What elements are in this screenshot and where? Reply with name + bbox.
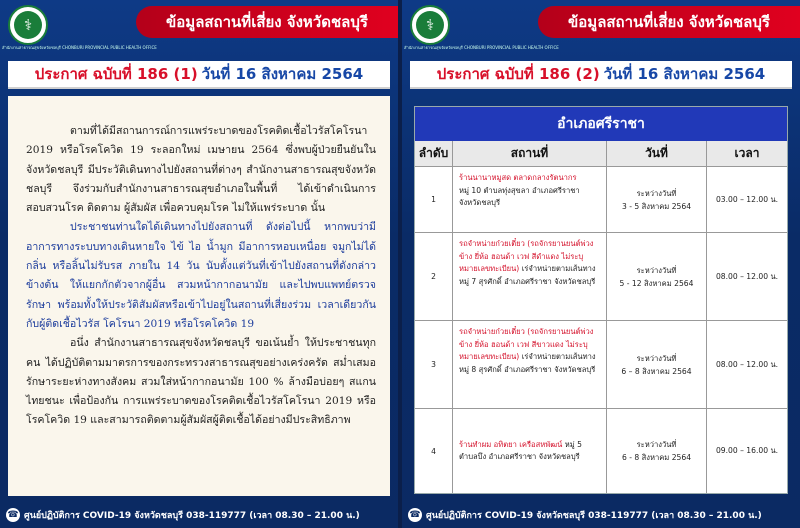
row-place (453, 167, 607, 232)
table-row (415, 233, 787, 321)
row-time: 08.00 – 12.00 น. (715, 271, 779, 281)
place-detail: หมู่ 10 ตำบลทุ่งสุขลา อำเภอศรีราชา จังหวัดชลบุรี (459, 185, 580, 207)
title-banner (136, 6, 398, 38)
phone-icon: ☎ (7, 510, 19, 520)
row-time: 03.00 – 12.00 น. (715, 194, 779, 204)
col-header-date: วันที่ (607, 141, 707, 166)
paragraph-3: อนึ่ง สำนักงานสาธารณสุขจังหวัดชลบุรี ขอเน้นย้ำ ให้ประชาชนทุกคน ได้ปฏิบัติตามมาตรการของกระทรวงสาธารณสุขอย่างเคร่งครัด สม่ำเสมอ รักษาระยะห่างทางสังคม สวมใส่หน้ากากอนามัย 100 % ล้างมือบ่อยๆ สแกนไทยชนะ เพื่อป้องกัน การแพร่ระบาดของโรคติดเชื้อไวรัสโคโรนา 2019 หรือโรคโควิด 19 และสามารถติดตามผู้สัมผัสผู้ติดเชื้อได้อย่างมีประสิทธิภาพ (26, 337, 376, 427)
announcement-date: วันที่ 16 สิงหาคม 2564 (603, 65, 766, 83)
announcement-document (8, 96, 390, 496)
caduceus-icon: ⚕ (14, 11, 42, 39)
left-header (0, 0, 398, 48)
risk-locations-table (414, 106, 788, 494)
place-detail: หมู่ 5 ตำบลบึง อำเภอศรีราชา จังหวัดชลบุรี (459, 439, 582, 461)
place-name: ร้านทำผม อทิตยา เครือสหพัฒน์ (459, 439, 563, 449)
right-header (402, 0, 800, 48)
right-footer (402, 502, 800, 528)
district-title: อำเภอศรีราชา (415, 107, 787, 141)
table-row (415, 409, 787, 493)
footer-hotline: ศูนย์ปฏิบัติการ COVID-19 จังหวัดชลบุรี 038-119777 (เวลา 08.30 – 21.00 น.) (426, 511, 762, 521)
place-detail: เร่จำหน่ายตามเส้นทาง หมู่ 7 สุรศักดิ์ อำเภอศรีราชา จังหวัดชลบุรี (459, 264, 596, 286)
date-label: ระหว่างวันที่ (636, 265, 677, 275)
col-header-no: ลำดับ (415, 141, 453, 166)
page-title: ข้อมูลสถานที่เสี่ยง จังหวัดชลบุรี (568, 13, 770, 31)
date-label: ระหว่างวันที่ (636, 188, 677, 198)
row-time: 09.00 – 16.00 น. (715, 446, 779, 455)
place-name: ร้านนานาหมูสด ตลาดกลางรัตนากร (459, 173, 577, 182)
paragraph-1: ตามที่ได้มีสถานการณ์การแพร่ระบาดของโรคติดเชื้อไวรัสโคโรนา 2019 หรือโรคโควิด 19 ระลอกใหม่ เมษายน 2564 ซึ่งพบผู้ป่วยยืนยันในจังหวัดชลบุรี มีประวัติเดินทางไปยังสถานที่ต่างๆ สำนักงานสาธารณสุขจังหวัดชลบุรี จึงร่วมกับสำนักงานสาธารณสุขอำเภอในพื้นที่ ได้เข้าดำเนินการสอบสวนโรค ติดตาม ผู้สัมผัส เพื่อควบคุมโรค ไม่ให้แพร่ระบาด นั้น (26, 125, 376, 215)
right-panel (402, 0, 800, 528)
row-place (453, 233, 607, 320)
announcement-number: ประกาศ ฉบับที่ 186 (1) (34, 65, 198, 83)
col-header-time: เวลา (734, 146, 760, 160)
col-header-place: สถานที่ (453, 141, 607, 166)
row-place (453, 321, 607, 408)
table-row (415, 321, 787, 409)
row-date (607, 321, 707, 408)
row-no: 2 (415, 233, 453, 320)
announcement-bar (410, 61, 792, 89)
caduceus-icon: ⚕ (416, 11, 444, 39)
announcement-date: วันที่ 16 สิงหาคม 2564 (201, 65, 364, 83)
row-no: 4 (415, 409, 453, 493)
page-title: ข้อมูลสถานที่เสี่ยง จังหวัดชลบุรี (166, 13, 368, 31)
row-no: 1 (415, 167, 453, 232)
place-name: รถจำหน่ายก๋วยเตี๋ยว (รถจักรยานยนต์พ่วงข้าง ยี่ห้อ ฮอนด้า เวฟ สีขาวแดง ไม่ระบุหมายเลขทะเบียน) (459, 327, 594, 361)
row-date (607, 167, 707, 232)
row-no: 3 (415, 321, 453, 408)
health-office-logo (410, 5, 450, 45)
footer-hotline: ศูนย์ปฏิบัติการ COVID-19 จังหวัดชลบุรี 038-119777 (เวลา 08.30 – 21.00 น.) (24, 511, 360, 521)
row-date (607, 233, 707, 320)
place-detail: เร่จำหน่ายตามเส้นทาง หมู่ 8 สุรศักดิ์ อำเภอศรีราชา จังหวัดชลบุรี (459, 352, 596, 374)
date-value: 3 - 5 สิงหาคม 2564 (621, 201, 692, 211)
org-name: สำนักงานสาธารณสุขจังหวัดชลบุรี CHONBURI PROVINCIAL PUBLIC HEALTH OFFICE (2, 45, 157, 50)
table-row (415, 167, 787, 233)
row-time: 08.00 – 12.00 น. (715, 359, 779, 369)
row-date (607, 409, 707, 493)
paragraph-2: ประชาชนท่านใดได้เดินทางไปยังสถานที่ ดังต่อไปนี้ หากพบว่ามีอาการทางระบบทางเดินหายใจ ไข้ ไอ น้ำมูก มีอาการหอบเหนื่อย จมูกไม่ได้กลิ่น หรือลิ้นไม่รับรส ภายใน 14 วัน นับตั้งแต่วันที่เข้าไปยังสถานที่ดังกล่าวข้างต้น ให้แยกกักตัวจากผู้อื่น สวมหน้ากากอนามัย และไปพบแพทย์ตรวจรักษา พร้อมทั้งให้ประวัติสัมผัสหรือเข้าไปอยู่ในสถานที่เสี่ยงร่วม เวลาเดียวกันกับผู้ติดเชื้อไวรัส โคโรนา 2019 หรือโรคโควิด 19 (26, 221, 376, 330)
announcement-number: ประกาศ ฉบับที่ 186 (2) (436, 65, 600, 83)
date-value: 6 - 8 สิงหาคม 2564 (621, 453, 692, 462)
left-panel (0, 0, 398, 528)
date-label: ระหว่างวันที่ (636, 440, 677, 449)
health-office-logo (8, 5, 48, 45)
place-name: รถจำหน่ายก๋วยเตี๋ยว (รถจักรยานยนต์พ่วงข้าง ยี่ห้อ ฮอนด้า เวฟ สีดำแดง ไม่ระบุหมายเลขทะเบียน) (459, 239, 594, 273)
date-value: 6 – 8 สิงหาคม 2564 (621, 366, 692, 376)
title-banner (538, 6, 800, 38)
date-label: ระหว่างวันที่ (636, 353, 677, 363)
date-value: 5 - 12 สิงหาคม 2564 (619, 278, 694, 288)
announcement-bar (8, 61, 390, 89)
table-header (415, 141, 787, 167)
row-place (453, 409, 607, 493)
left-footer (0, 502, 398, 528)
org-name: สำนักงานสาธารณสุขจังหวัดชลบุรี CHONBURI PROVINCIAL PUBLIC HEALTH OFFICE (404, 45, 559, 50)
phone-icon: ☎ (409, 510, 421, 520)
